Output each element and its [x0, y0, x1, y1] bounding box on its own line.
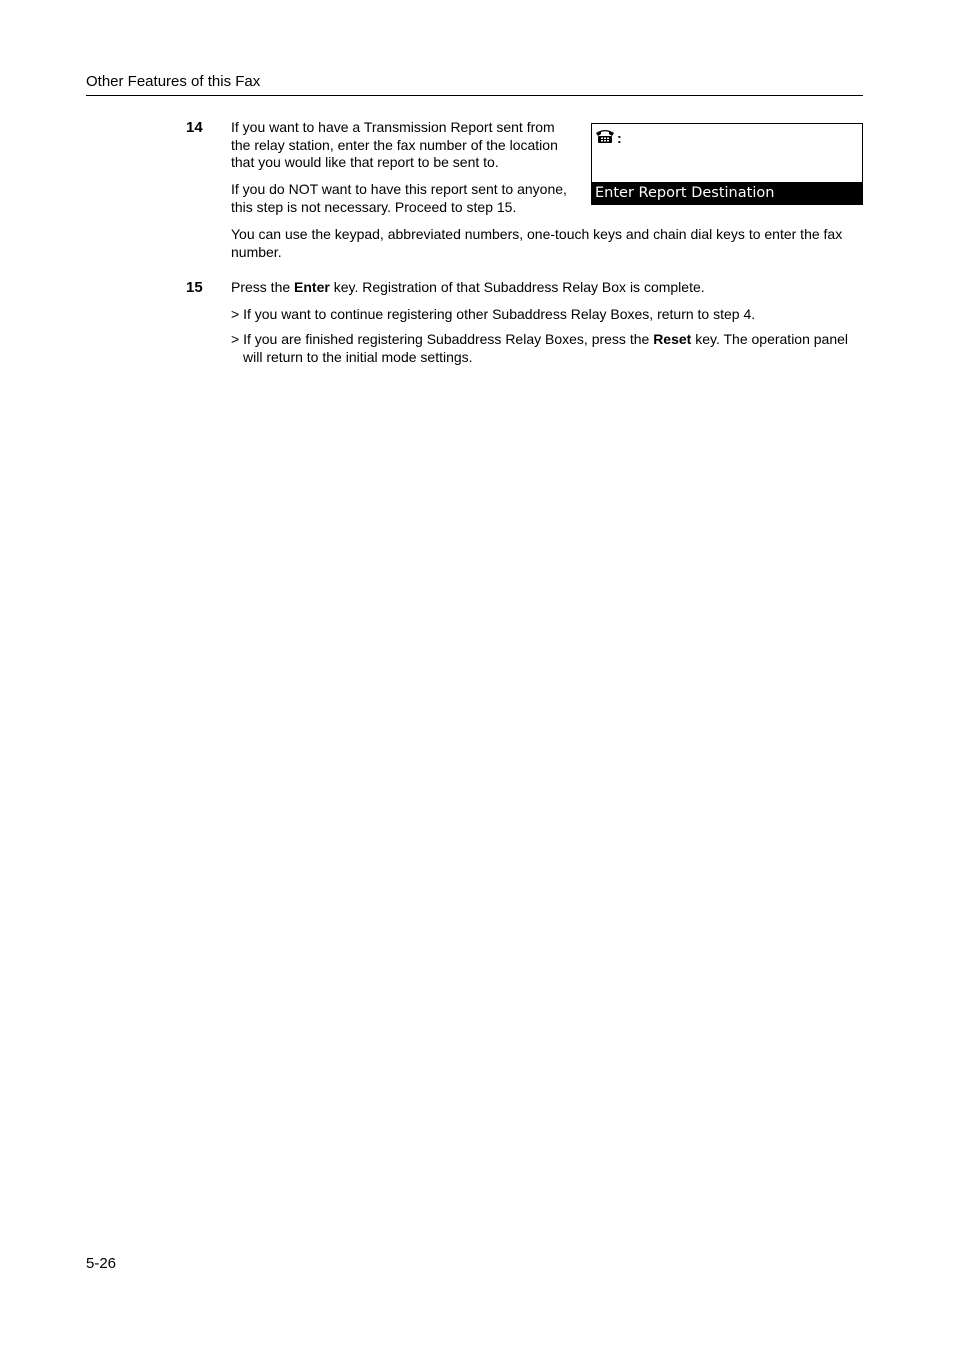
step-14-input-methods: You can use the keypad, abbreviated numbers, one-touch keys and chain dial keys to enter the fax number.: [231, 226, 843, 260]
step-14-instruction: If you want to have a Transmission Report sent from the relay station, enter the fax number of the location that you would like that report to be sent to.: [231, 119, 558, 170]
step-15-bullet-finished: > If you are finished registering Subaddress Relay Boxes, press the Reset key. The operation panel will return to the initial mode settings.: [231, 331, 849, 365]
step-15-instruction: Press the Enter key. Registration of that Subaddress Relay Box is complete.: [231, 279, 705, 295]
enter-key-label: Enter: [294, 279, 330, 295]
page-header-title: Other Features of this Fax: [86, 73, 261, 90]
step-14-skip-note: If you do NOT want to have this report sent to anyone, this step is not necessary. Proceed to step 15.: [231, 181, 567, 215]
reset-key-label: Reset: [653, 331, 692, 347]
header-divider: [86, 95, 863, 96]
step-15-number: 15: [186, 279, 203, 296]
step-14-number: 14: [186, 119, 203, 136]
lcd-colon: :: [617, 130, 622, 146]
page-number: 5-26: [86, 1255, 117, 1272]
lcd-display: [591, 123, 863, 205]
lcd-message-bar: Enter Report Destination: [592, 182, 862, 204]
step-15-bullet-continue: > If you want to continue registering other Subaddress Relay Boxes, return to step 4.: [231, 306, 756, 322]
lcd-destination-line: [595, 129, 622, 147]
telephone-icon: [595, 128, 615, 149]
